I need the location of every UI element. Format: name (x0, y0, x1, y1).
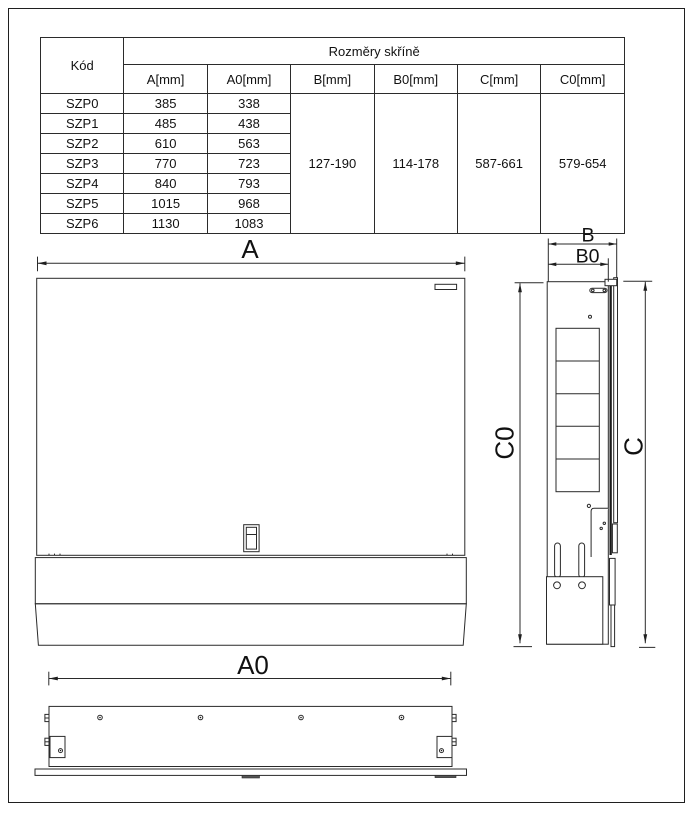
dim-a0 (49, 650, 451, 686)
dim-b0 (548, 245, 608, 281)
cell-code: SZP2 (41, 134, 124, 154)
col-header-b: B[mm] (291, 65, 374, 94)
col-header-b0: B0[mm] (374, 65, 457, 94)
cell-range-b: 127-190 (291, 94, 374, 234)
front-lower-frame (35, 558, 466, 604)
cell-a0: 793 (207, 174, 290, 194)
dim-b0-label: B0 (575, 245, 600, 268)
col-header-c0: C0[mm] (541, 65, 625, 94)
base-plate-tab-right (435, 775, 456, 777)
front-door-panel (37, 278, 465, 555)
cell-code: SZP0 (41, 94, 124, 114)
cell-range-c0: 579-654 (541, 94, 625, 234)
front-base-frame (35, 604, 466, 646)
mounting-tabs (45, 714, 456, 745)
col-header-code: Kód (41, 38, 124, 94)
cell-range-b0: 114-178 (374, 94, 457, 234)
bottom-box (49, 706, 452, 766)
col-header-c: C[mm] (457, 65, 540, 94)
bottom-screw-holes (98, 715, 404, 720)
dim-a0-label: A0 (237, 649, 269, 680)
bottom-base-plate (35, 769, 467, 775)
bottom-view (35, 706, 467, 778)
front-lock (244, 525, 259, 552)
col-header-a: A[mm] (124, 65, 207, 94)
dim-c0 (490, 283, 544, 647)
cell-code: SZP1 (41, 114, 124, 134)
cell-a0: 1083 (207, 214, 290, 234)
corner-bracket-right (437, 736, 452, 757)
cell-a0: 563 (207, 134, 290, 154)
front-vent (435, 284, 457, 289)
cell-a0: 968 (207, 194, 290, 214)
cell-a: 485 (124, 114, 207, 134)
cell-a0: 438 (207, 114, 290, 134)
cell-code: SZP5 (41, 194, 124, 214)
side-view (547, 278, 618, 647)
corner-bracket-left (50, 736, 65, 757)
cell-code: SZP6 (41, 214, 124, 234)
cell-a: 385 (124, 94, 207, 114)
cell-a: 840 (124, 174, 207, 194)
col-header-a0: A0[mm] (207, 65, 290, 94)
dim-c0-label: C0 (489, 426, 520, 460)
table-title: Rozměry skříně (124, 38, 625, 65)
dim-a-label: A (241, 234, 259, 264)
cell-a: 1015 (124, 194, 207, 214)
cell-code: SZP4 (41, 174, 124, 194)
cell-a: 770 (124, 154, 207, 174)
dim-a (38, 234, 465, 271)
base-plate-tab-center (242, 775, 260, 778)
cell-a0: 338 (207, 94, 290, 114)
cell-a0: 723 (207, 154, 290, 174)
front-view (35, 278, 466, 645)
dim-c (618, 281, 655, 647)
cell-code: SZP3 (41, 154, 124, 174)
side-foot-bracket (547, 577, 603, 645)
cell-range-c: 587-661 (457, 94, 540, 234)
dim-b-label: B (581, 224, 595, 247)
dim-c-label: C (618, 437, 649, 456)
cell-a: 610 (124, 134, 207, 154)
cell-a: 1130 (124, 214, 207, 234)
